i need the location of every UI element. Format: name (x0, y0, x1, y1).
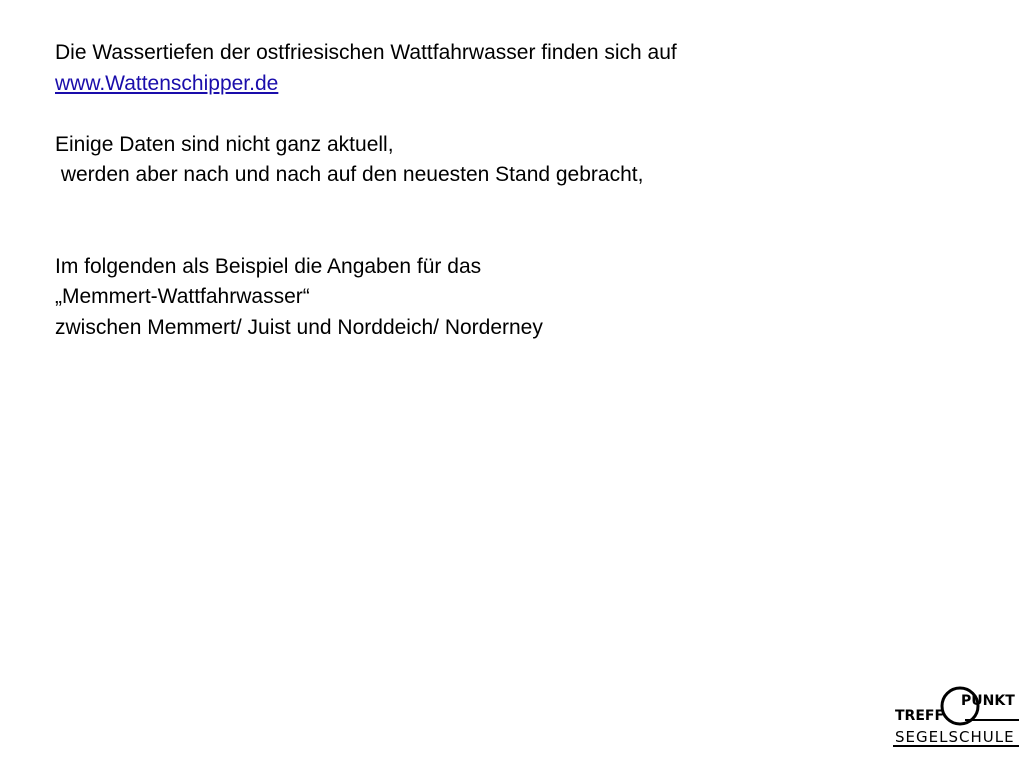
treffpunkt-segelschule-logo (893, 684, 1021, 748)
fairway-name-text: „Memmert-Wattfahrwasser“ (55, 285, 310, 308)
slide-body (55, 38, 975, 343)
spacer (55, 191, 975, 222)
intro-text: Die Wassertiefen der ostfriesischen Wattfahrwasser finden sich auf (55, 41, 677, 64)
logo-word-treff: TREFF (895, 708, 945, 724)
spacer (55, 221, 975, 252)
example-intro-text: Im folgenden als Beispiel die Angaben für das (55, 254, 482, 278)
logo-word-punkt: PUNKT (961, 693, 1015, 709)
data-status-text: Einige Daten sind nicht ganz aktuell, (55, 132, 394, 156)
logo-word-segelschule: SEGELSCHULE (895, 728, 1015, 746)
spacer (55, 99, 975, 130)
wattenschipper-link[interactable]: www.Wattenschipper.de (55, 71, 279, 95)
data-update-text: werden aber nach und nach auf den neuesten Stand gebracht, (55, 163, 644, 186)
fairway-route-text: zwischen Memmert/ Juist und Norddeich/ Norderney (55, 315, 543, 339)
